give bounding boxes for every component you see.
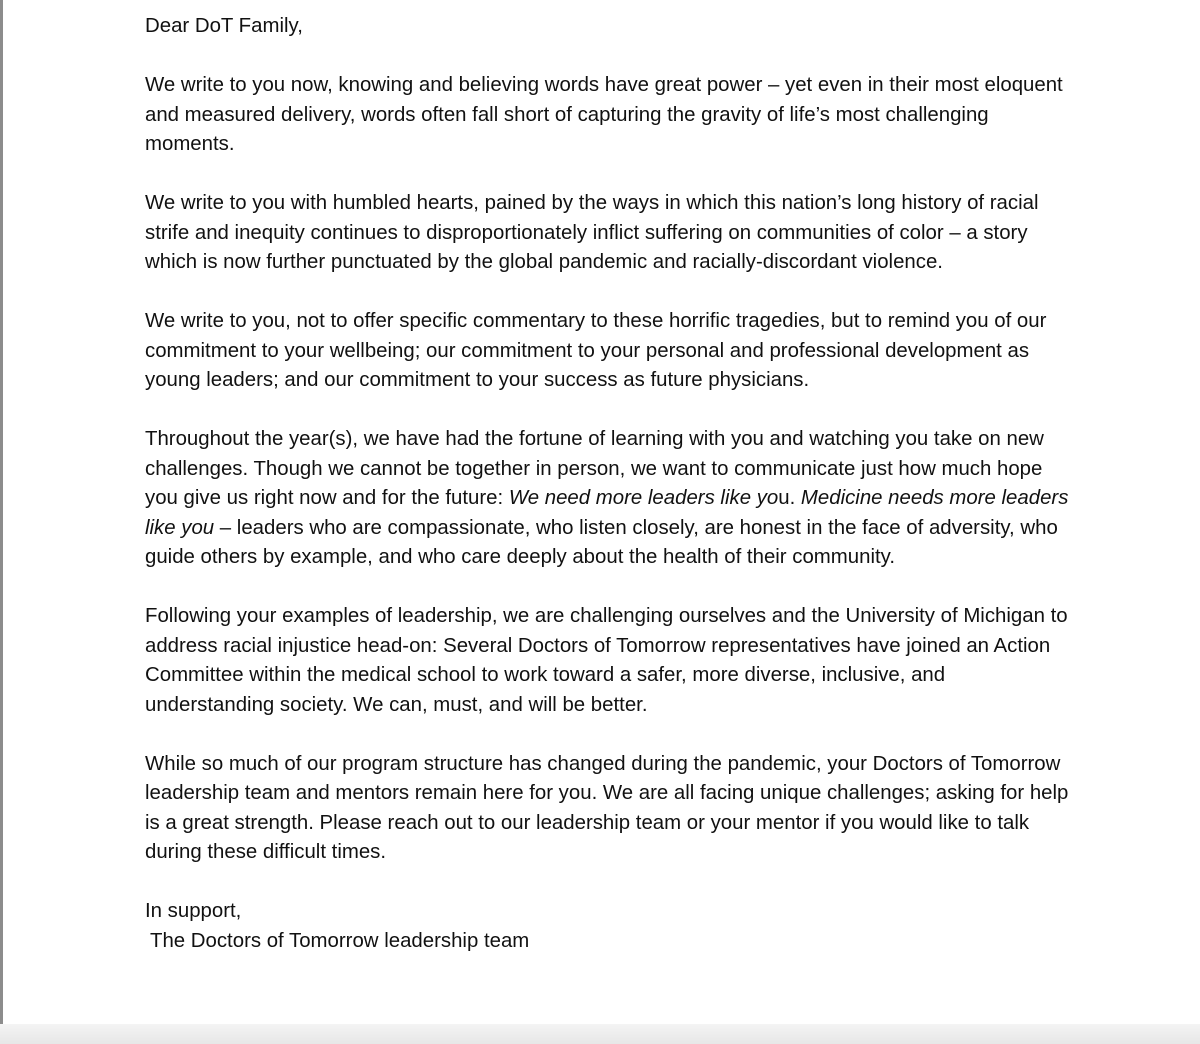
hope-italic-text-2: Medicine needs more leaders like you: [145, 487, 1069, 539]
paragraph-support: While so much of our program structure has changed during the pandemic, your Doctors of Tomorrow leadership team and mentors remain here for you. We are all facing unique challenges; asking for help is a great strength. Please reach out to our leadership team or your mentor if you would like to talk during these difficult times.: [145, 752, 1069, 863]
paragraph-hope: [145, 425, 1080, 573]
paragraph-intro: We write to you now, knowing and believing words have great power – yet even in their most eloquent and measured delivery, words often fall short of capturing the gravity of life’s most challenging moments.: [145, 74, 1063, 155]
hope-tail-text: – leaders who are compassionate, who listen closely, are honest in the face of adversity, who guide others by example, and who care deeply about the health of their community.: [145, 516, 1058, 568]
hope-italic-text-1: We need more leaders like yo: [508, 487, 779, 509]
signature: The Doctors of Tomorrow leadership team: [150, 929, 530, 952]
paragraph-humbled-hearts: We write to you with humbled hearts, pained by the ways in which this nation’s long history of racial strife and inequity continues to disproportionately inflict suffering on communities of color – a story which is now further punctuated by the global pandemic and racially-discordant violence.: [145, 192, 1039, 273]
closing-line: In support,: [145, 900, 242, 922]
page-left-border: [0, 0, 3, 1044]
letter-body: [145, 12, 1080, 956]
salutation: Dear DoT Family,: [145, 15, 303, 37]
hope-mid-text: u.: [778, 487, 801, 509]
page-bottom-strip: [0, 1024, 1200, 1044]
hope-lead-text: Throughout the year(s), we have had the fortune of learning with you and watching you take on new challenges. Though we cannot be together in person, we want to communicate just how much hope you give us right now and for the future:: [145, 428, 1044, 509]
paragraph-commitment: We write to you, not to offer specific commentary to these horrific tragedies, but to remind you of our commitment to your wellbeing; our commitment to your personal and professional development as young leaders; and our commitment to your success as future physicians.: [145, 310, 1047, 391]
paragraph-leadership: Following your examples of leadership, we are challenging ourselves and the University of Michigan to address racial injustice head-on: Several Doctors of Tomorrow representatives have joined an Action Committee within the medical school to work toward a safer, more diverse, inclusive, and understanding society. We can, must, and will be better.: [145, 605, 1068, 716]
